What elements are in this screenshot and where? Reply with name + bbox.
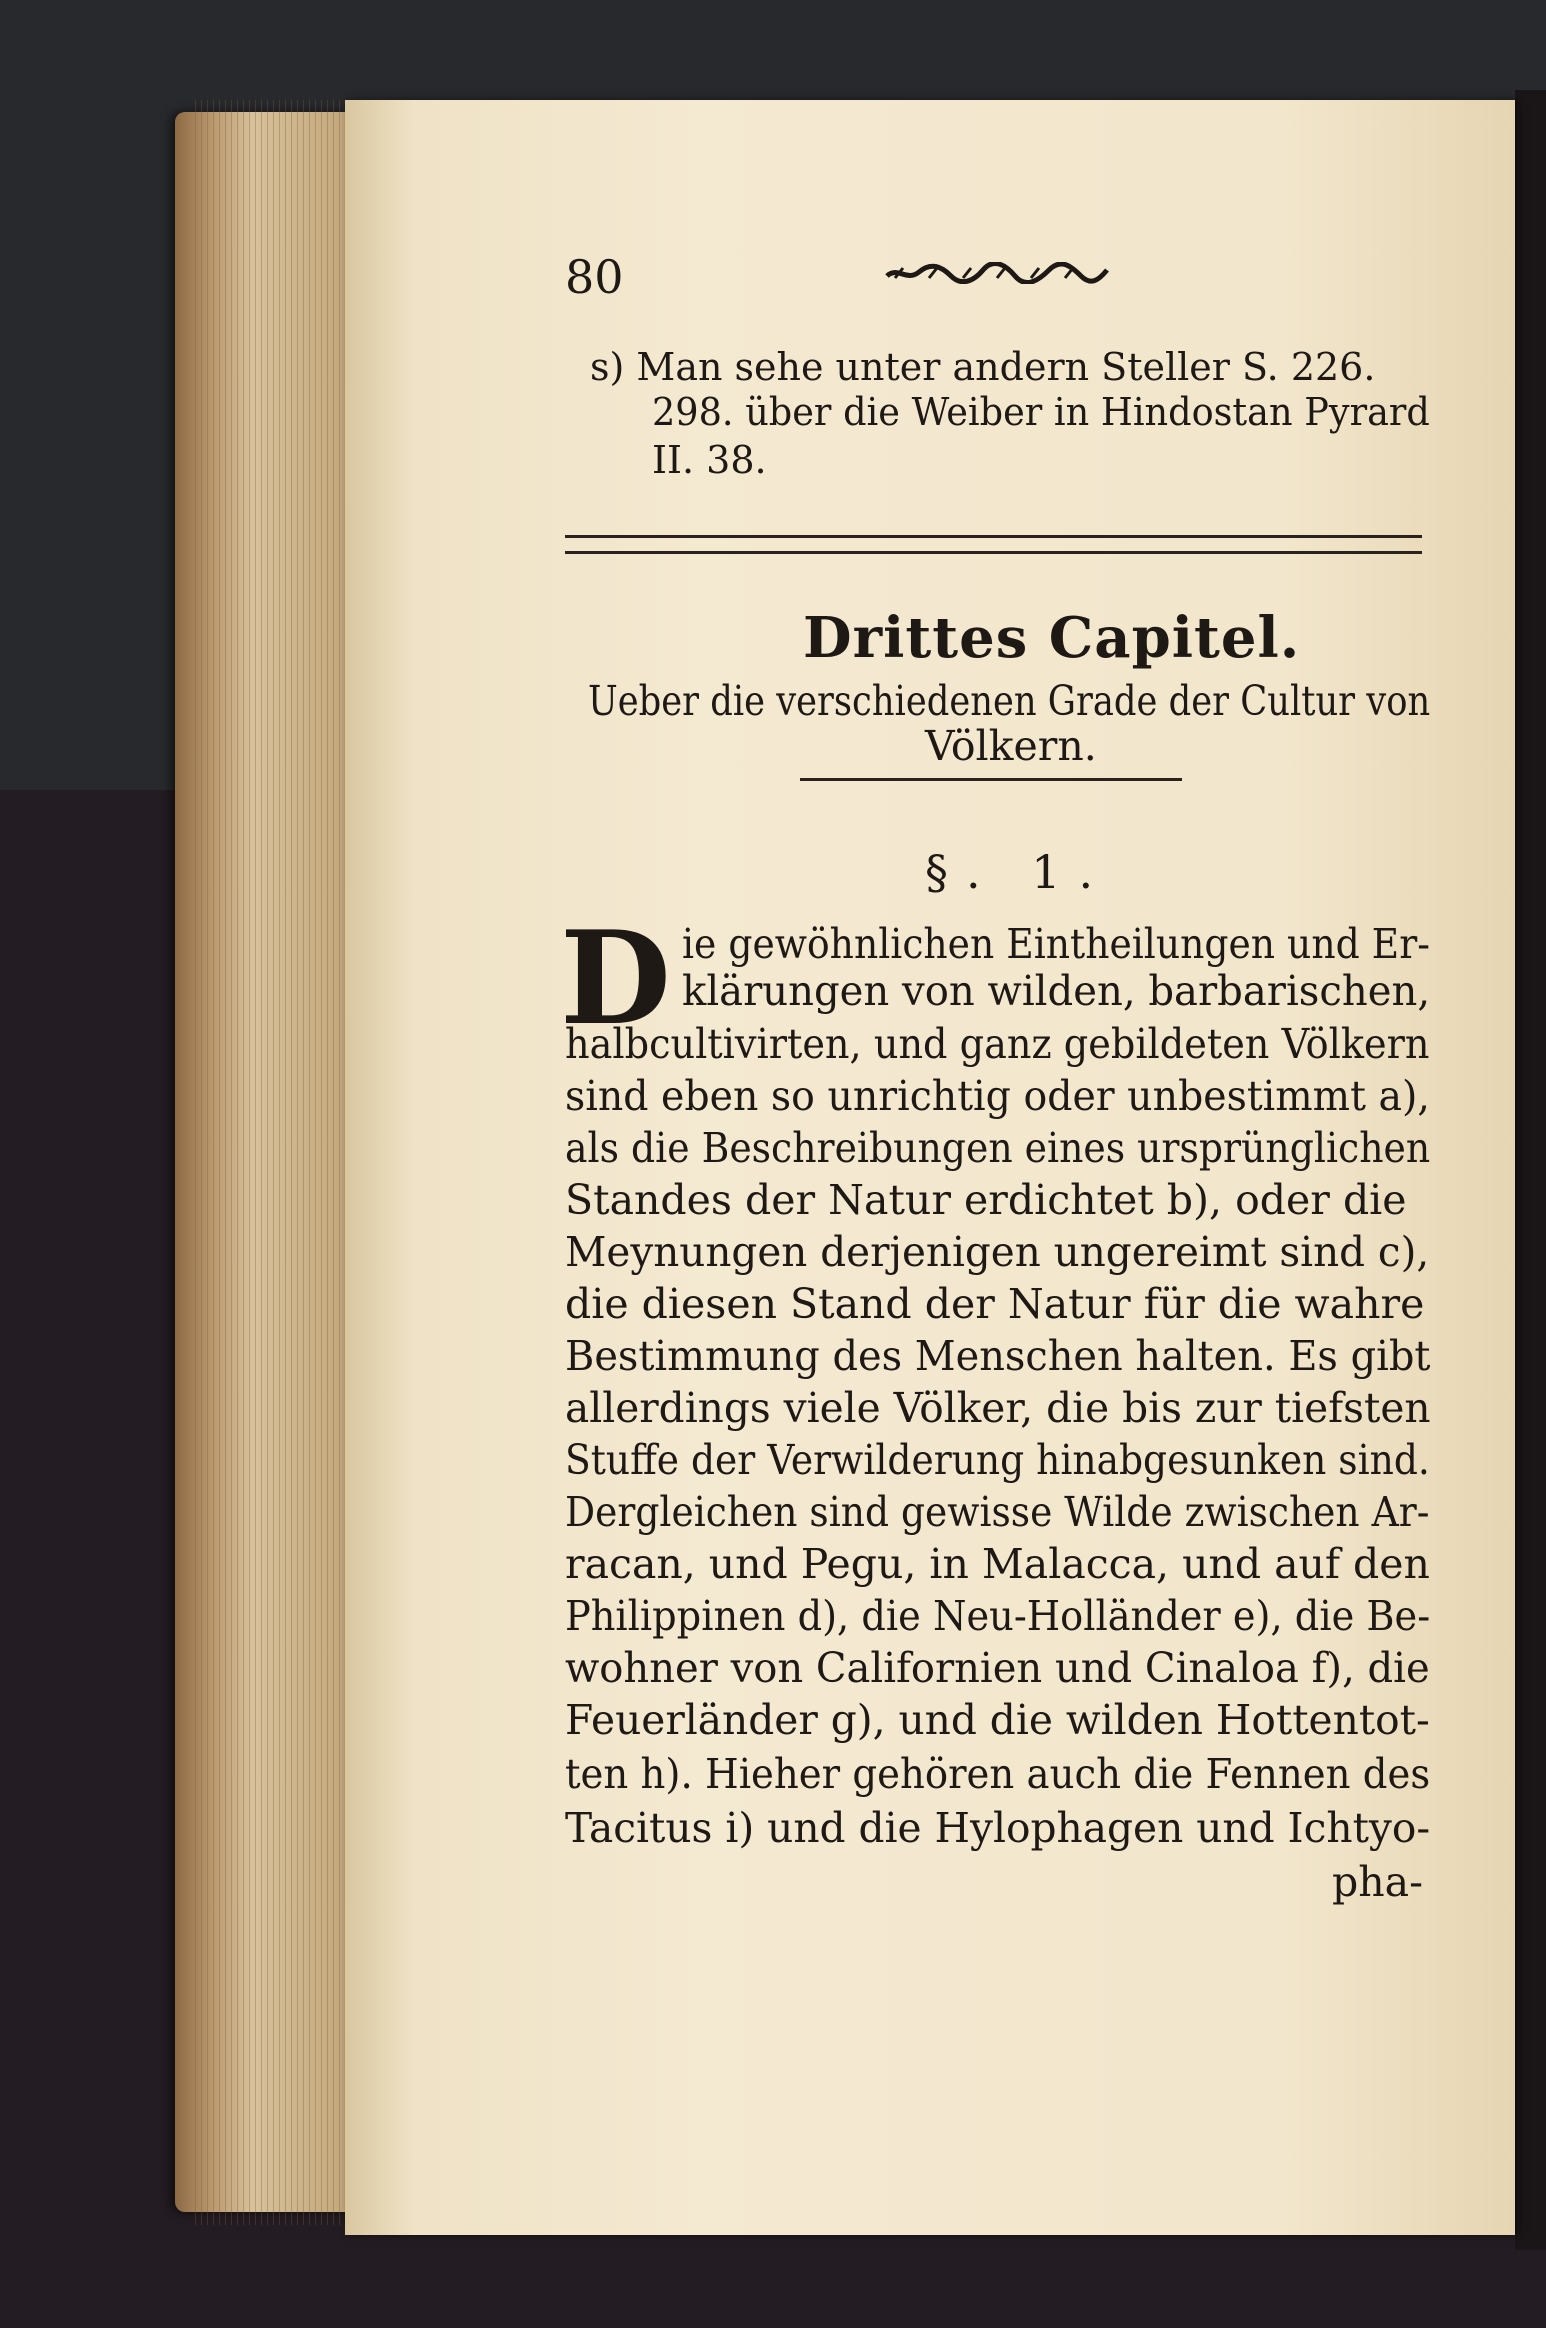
page-number: 80 — [565, 250, 624, 304]
body-line-3: halbcultivirten, und ganz gebildeten Völkern — [565, 1020, 1430, 1068]
body-line-17: ten h). Hieher gehören auch die Fennen des — [565, 1750, 1431, 1798]
chapter-subtitle-line-2: Völkern. — [925, 722, 1097, 770]
body-line-6: Standes der Natur erdichtet b), oder die — [565, 1176, 1407, 1224]
footnote-line-2: 298. über die Weiber in Hindostan Pyrard — [652, 390, 1430, 434]
body-line-11: Stuffe der Verwilderung hinabgesunken sind. — [565, 1436, 1430, 1484]
body-line-4: sind eben so unrichtig oder unbestimmt a), — [565, 1072, 1430, 1120]
body-line-9: Bestimmung des Menschen halten. Es gibt — [565, 1332, 1431, 1380]
section-number: §. 1. — [925, 845, 1112, 899]
chapter-title: Drittes Capitel. — [803, 605, 1301, 671]
body-line-5: als die Beschreibungen eines ursprünglichen — [565, 1124, 1431, 1172]
catchword: pha- — [1332, 1858, 1423, 1906]
drop-cap: D — [560, 904, 671, 1054]
printer-ornament-icon — [885, 262, 1110, 284]
page-edges — [195, 100, 360, 2225]
body-line-16: Feuerländer g), und die wilden Hottentot- — [565, 1696, 1430, 1744]
chapter-subtitle-line-1: Ueber die verschiedenen Grade der Cultur von — [588, 677, 1431, 725]
body-line-2: klärungen von wilden, barbarischen, — [682, 967, 1431, 1015]
section-rule-bottom — [565, 551, 1422, 554]
body-line-18: Tacitus i) und die Hylophagen und Ichtyo- — [565, 1804, 1431, 1852]
body-line-1: ie gewöhnlichen Eintheilungen und Er- — [682, 920, 1430, 968]
footnote-line-1: s) Man sehe unter andern Steller S. 226. — [590, 345, 1376, 389]
body-line-13: racan, und Pegu, in Malacca, und auf den — [565, 1540, 1430, 1588]
body-line-15: wohner von Californien und Cinaloa f), die — [565, 1644, 1430, 1692]
footnote-line-3: II. 38. — [652, 438, 767, 482]
facing-page-shadow — [1515, 90, 1546, 2250]
body-line-10: allerdings viele Völker, die bis zur tiefsten — [565, 1384, 1431, 1432]
body-line-14: Philippinen d), die Neu-Holländer e), die Be- — [565, 1592, 1431, 1640]
body-line-7: Meynungen derjenigen ungereimt sind c), — [565, 1228, 1430, 1276]
section-rule-top — [565, 535, 1422, 538]
chapter-divider — [800, 778, 1182, 781]
body-line-12: Dergleichen sind gewisse Wilde zwischen Ar- — [565, 1488, 1430, 1536]
body-line-8: die diesen Stand der Natur für die wahre — [565, 1280, 1425, 1328]
